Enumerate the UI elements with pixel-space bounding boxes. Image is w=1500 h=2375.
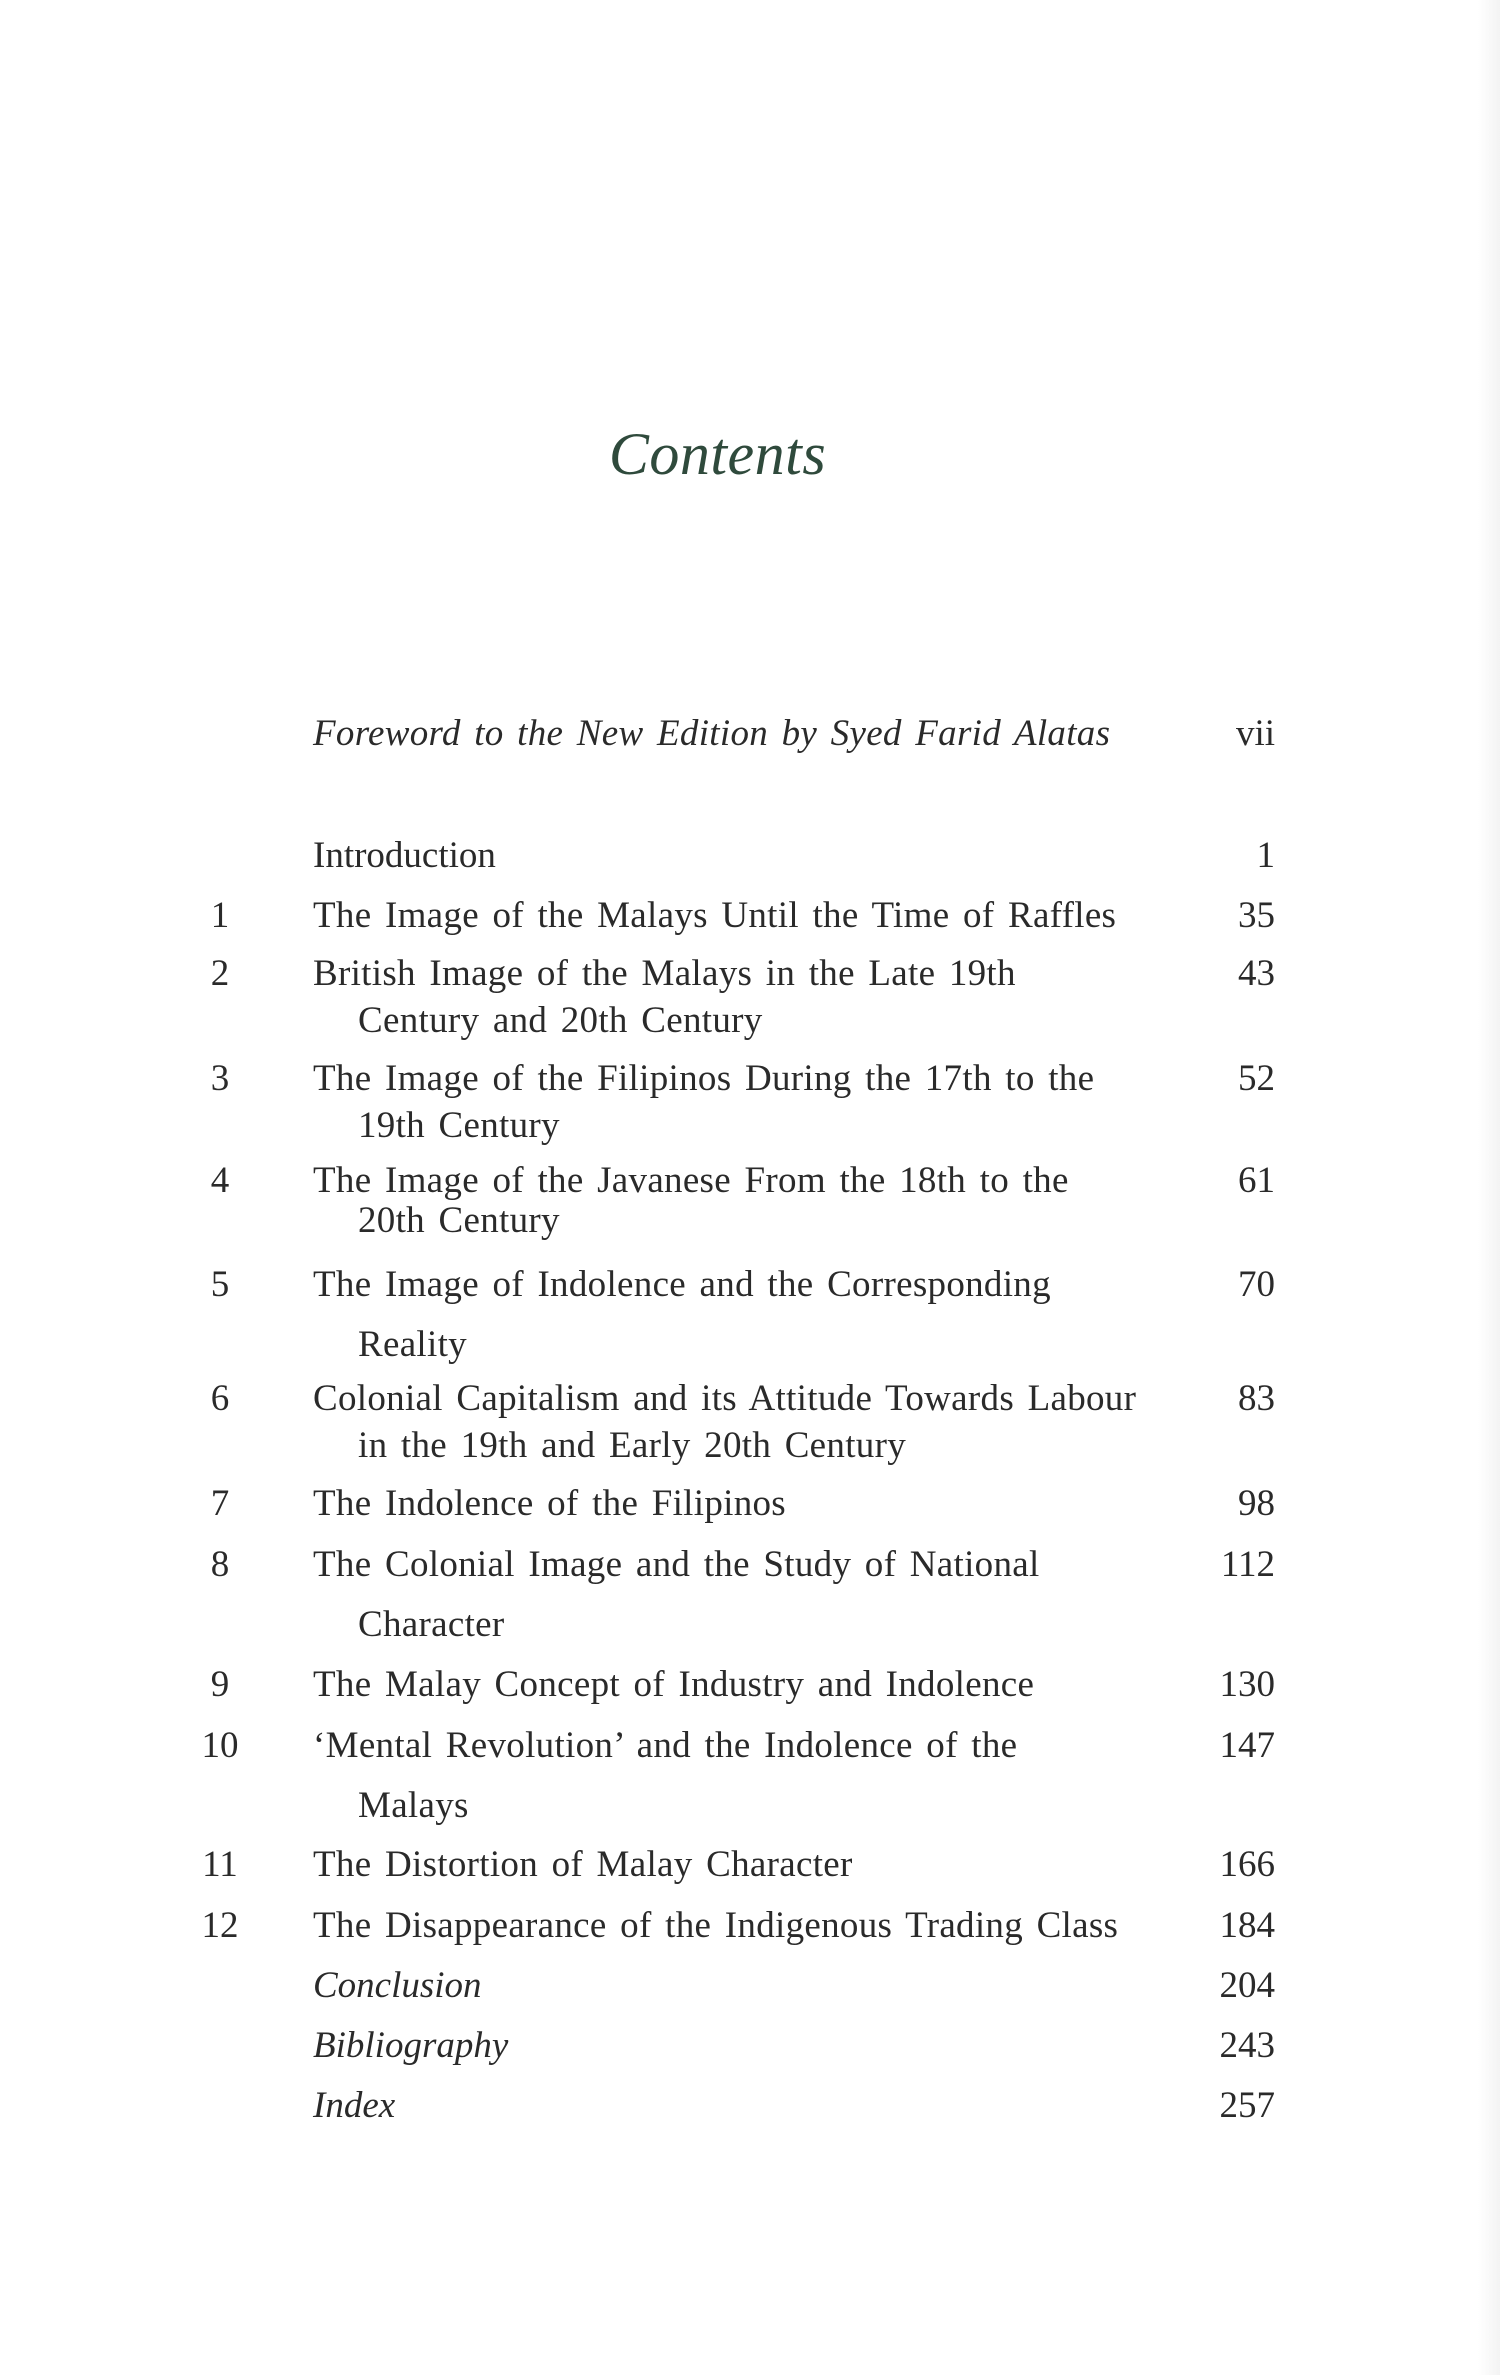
toc-entry-page: 52 xyxy=(1238,1058,1275,1099)
toc-entry-title: The Malay Concept of Industry and Indolence xyxy=(313,1664,1035,1705)
toc-entry-title-line2: 20th Century xyxy=(358,1200,560,1241)
toc-entry-title xyxy=(313,1535,1223,1655)
toc-entry-title: The Indolence of the Filipinos xyxy=(313,1483,787,1524)
toc-entry-page: 130 xyxy=(1219,1664,1275,1705)
toc-entry-title xyxy=(313,950,1223,1044)
toc-entry-page: 184 xyxy=(1219,1905,1275,1946)
chapter-number: 7 xyxy=(210,1483,230,1524)
toc-entry-page: vii xyxy=(1235,713,1275,754)
toc-entry-title: Conclusion xyxy=(313,1965,482,2006)
toc-entry-title-line2: Malays xyxy=(358,1785,469,1826)
chapter-number: 11 xyxy=(202,1844,238,1885)
toc-entry-title-line2: 19th Century xyxy=(358,1105,560,1146)
toc-entry-title xyxy=(313,1055,1223,1149)
toc-entry-page: 147 xyxy=(1219,1725,1275,1766)
toc-entry-page: 112 xyxy=(1220,1544,1275,1585)
chapter-number: 3 xyxy=(210,1058,230,1099)
chapter-number: 5 xyxy=(210,1264,230,1305)
toc-entry-title xyxy=(313,1255,1223,1375)
toc-entry-title: Foreword to the New Edition by Syed Farid Alatas xyxy=(313,713,1111,754)
toc-entry-title-line1: The Colonial Image and the Study of National xyxy=(313,1544,1040,1585)
chapter-number: 12 xyxy=(201,1905,239,1946)
toc-entry-page: 98 xyxy=(1238,1483,1275,1524)
toc-entry-title-line1: The Image of Indolence and the Corresponding xyxy=(313,1264,1051,1305)
toc-entry-page: 1 xyxy=(1256,835,1275,876)
toc-entry-title-line1: The Image of the Javanese From the 18th to the xyxy=(313,1160,1069,1201)
toc-entry-page: 70 xyxy=(1238,1264,1275,1305)
chapter-number: 10 xyxy=(201,1725,239,1766)
toc-entry-title xyxy=(313,1161,1223,1241)
page-title: Contents xyxy=(608,421,827,487)
toc-entry-title: Introduction xyxy=(313,835,496,876)
toc-entry-title-line2: Character xyxy=(358,1604,505,1645)
chapter-number: 9 xyxy=(210,1664,230,1705)
toc-entry-page: 43 xyxy=(1238,953,1275,994)
toc-entry-page: 83 xyxy=(1238,1378,1275,1419)
toc-entry-title: Bibliography xyxy=(313,2025,509,2066)
page-edge-shadow xyxy=(1478,0,1500,2375)
toc-entry-title-line2: Reality xyxy=(358,1324,467,1365)
toc-entry-page: 35 xyxy=(1238,895,1275,936)
toc-entry-title-line2: in the 19th and Early 20th Century xyxy=(358,1425,906,1466)
chapter-number: 4 xyxy=(210,1160,230,1201)
chapter-number: 6 xyxy=(210,1378,230,1419)
toc-entry-title: The Distortion of Malay Character xyxy=(313,1844,853,1885)
toc-entry-page: 243 xyxy=(1219,2025,1275,2066)
toc-entry-title-line1: Colonial Capitalism and its Attitude Towards Labour xyxy=(313,1378,1137,1419)
toc-entry-page: 204 xyxy=(1219,1965,1275,2006)
chapter-number: 2 xyxy=(210,953,230,994)
toc-entry-page: 61 xyxy=(1238,1160,1275,1201)
toc-entry-title-line1: ‘Mental Revolution’ and the Indolence of the xyxy=(313,1725,1018,1766)
toc-entry-title: Index xyxy=(313,2085,396,2126)
toc-entry-title: The Disappearance of the Indigenous Trading Class xyxy=(313,1905,1119,1946)
chapter-number: 1 xyxy=(210,895,230,936)
toc-entry-title-line1: The Image of the Filipinos During the 17th to the xyxy=(313,1058,1095,1099)
toc-entry-title-line2: Century and 20th Century xyxy=(358,1000,763,1041)
toc-entry-title xyxy=(313,1716,1223,1836)
toc-entry-title-line1: British Image of the Malays in the Late 19th xyxy=(313,953,1016,994)
toc-entry-page: 166 xyxy=(1219,1844,1275,1885)
toc-entry-title: The Image of the Malays Until the Time of Raffles xyxy=(313,895,1117,936)
chapter-number: 8 xyxy=(210,1544,230,1585)
toc-entry-title xyxy=(313,1375,1223,1469)
toc-entry-page: 257 xyxy=(1219,2085,1275,2126)
